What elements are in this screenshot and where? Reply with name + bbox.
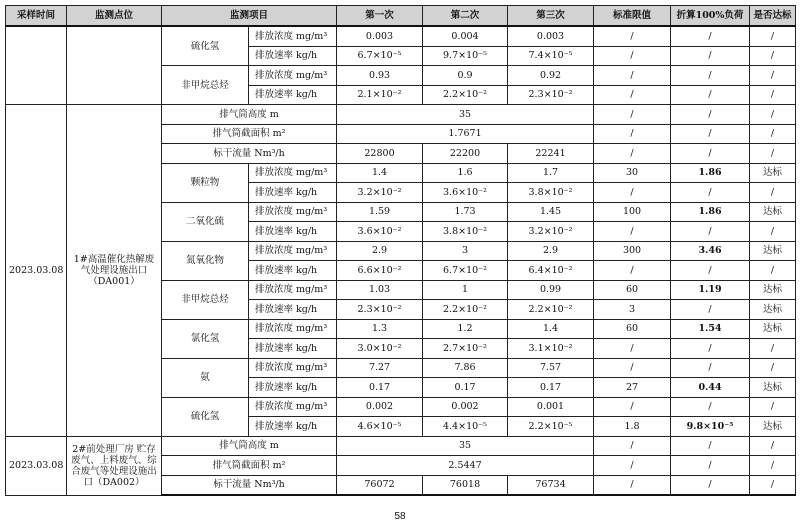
value-cell: 0.99 — [508, 280, 594, 300]
compliance-cell: / — [750, 222, 796, 242]
compliance-cell: / — [750, 397, 796, 417]
limit-cell: / — [594, 183, 671, 203]
converted-cell: / — [671, 46, 750, 66]
pollutant-cell: 非甲烷总烃 — [162, 66, 249, 105]
limit-cell: / — [594, 397, 671, 417]
pollutant-cell: 氯化氢 — [162, 319, 249, 358]
item-cell: 排放浓度 mg/m³ — [249, 202, 337, 222]
converted-cell: / — [671, 456, 750, 476]
value-cell: 3.2×10⁻² — [337, 183, 423, 203]
limit-cell: / — [594, 339, 671, 359]
table-row — [6, 26, 796, 46]
value-cell: 9.7×10⁻⁵ — [423, 46, 508, 66]
value-cell: 3.8×10⁻² — [423, 222, 508, 242]
header-compliance: 是否达标 — [750, 6, 796, 27]
item-cell: 排放速率 kg/h — [249, 378, 337, 398]
item-cell: 排放速率 kg/h — [249, 417, 337, 437]
converted-cell: / — [671, 222, 750, 242]
value-cell: 7.4×10⁻⁵ — [508, 46, 594, 66]
pollutant-cell: 非甲烷总烃 — [162, 280, 249, 319]
value-cell: 2.9 — [508, 241, 594, 261]
compliance-cell: 达标 — [750, 280, 796, 300]
pollutant-cell: 二氧化硫 — [162, 202, 249, 241]
limit-cell: / — [594, 66, 671, 86]
compliance-cell: / — [750, 144, 796, 164]
table-header — [6, 6, 796, 27]
stack-height-label: 排气筒高度 m — [162, 436, 337, 456]
header-first: 第一次 — [337, 6, 423, 27]
value-cell: 22241 — [508, 144, 594, 164]
header-row — [6, 6, 796, 27]
converted-cell: 1.86 — [671, 163, 750, 183]
table-row — [6, 105, 796, 125]
flow-label: 标干流量 Nm³/h — [162, 475, 337, 495]
value-cell: 1.45 — [508, 202, 594, 222]
limit-cell: 27 — [594, 378, 671, 398]
stack-area-value: 1.7671 — [337, 124, 594, 144]
value-cell: 0.93 — [337, 66, 423, 86]
limit-cell: 60 — [594, 280, 671, 300]
compliance-cell: / — [750, 66, 796, 86]
value-cell: 2.2×10⁻⁵ — [508, 417, 594, 437]
converted-cell: 9.8×10⁻⁵ — [671, 417, 750, 437]
value-cell: 1.2 — [423, 319, 508, 339]
monitoring-site-cell: 1#高温催化热解废气处理设施出口（DA001） — [67, 105, 162, 437]
value-cell: 4.4×10⁻⁵ — [423, 417, 508, 437]
value-cell: 76072 — [337, 475, 423, 495]
converted-cell: / — [671, 300, 750, 320]
item-cell: 排放速率 kg/h — [249, 222, 337, 242]
converted-cell: / — [671, 436, 750, 456]
value-cell: 0.003 — [508, 26, 594, 46]
compliance-cell: / — [750, 358, 796, 378]
limit-cell: 100 — [594, 202, 671, 222]
header-standard-limit: 标准限值 — [594, 6, 671, 27]
limit-cell: 60 — [594, 319, 671, 339]
value-cell: 0.002 — [337, 397, 423, 417]
item-cell: 排放浓度 mg/m³ — [249, 26, 337, 46]
compliance-cell: / — [750, 475, 796, 495]
value-cell: 22800 — [337, 144, 423, 164]
converted-cell: / — [671, 183, 750, 203]
compliance-cell: / — [750, 183, 796, 203]
stack-area-value: 2.5447 — [337, 456, 594, 476]
value-cell: 7.57 — [508, 358, 594, 378]
compliance-cell: 达标 — [750, 163, 796, 183]
limit-cell: / — [594, 124, 671, 144]
value-cell: 1.59 — [337, 202, 423, 222]
converted-cell: / — [671, 261, 750, 281]
item-cell: 排放浓度 mg/m³ — [249, 66, 337, 86]
limit-cell: / — [594, 46, 671, 66]
limit-cell: / — [594, 436, 671, 456]
converted-cell: / — [671, 26, 750, 46]
compliance-cell: / — [750, 261, 796, 281]
limit-cell: / — [594, 26, 671, 46]
value-cell: 76734 — [508, 475, 594, 495]
value-cell: 3.1×10⁻² — [508, 339, 594, 359]
compliance-cell: / — [750, 85, 796, 105]
value-cell: 3.6×10⁻² — [337, 222, 423, 242]
table-row — [6, 436, 796, 456]
converted-cell: 3.46 — [671, 241, 750, 261]
item-cell: 排放浓度 mg/m³ — [249, 319, 337, 339]
item-cell: 排放浓度 mg/m³ — [249, 280, 337, 300]
sampling-time-cell: 2023.03.08 — [6, 105, 67, 437]
item-cell: 排放速率 kg/h — [249, 183, 337, 203]
pollutant-cell: 氨 — [162, 358, 249, 397]
value-cell: 6.6×10⁻² — [337, 261, 423, 281]
value-cell: 0.004 — [423, 26, 508, 46]
compliance-cell: / — [750, 124, 796, 144]
value-cell: 2.9 — [337, 241, 423, 261]
item-cell: 排放速率 kg/h — [249, 261, 337, 281]
compliance-cell: 达标 — [750, 300, 796, 320]
sampling-time-cell — [6, 26, 67, 105]
converted-cell: / — [671, 66, 750, 86]
limit-cell: 1.8 — [594, 417, 671, 437]
value-cell: 7.27 — [337, 358, 423, 378]
value-cell: 2.2×10⁻² — [508, 300, 594, 320]
value-cell: 2.2×10⁻² — [423, 85, 508, 105]
value-cell: 1.7 — [508, 163, 594, 183]
value-cell: 4.6×10⁻⁵ — [337, 417, 423, 437]
value-cell: 2.1×10⁻² — [337, 85, 423, 105]
stack-area-label: 排气筒截面积 m² — [162, 124, 337, 144]
value-cell: 6.7×10⁻⁵ — [337, 46, 423, 66]
converted-cell: / — [671, 124, 750, 144]
value-cell: 76018 — [423, 475, 508, 495]
stack-height-value: 35 — [337, 436, 594, 456]
value-cell: 0.17 — [337, 378, 423, 398]
converted-cell: / — [671, 144, 750, 164]
value-cell: 6.4×10⁻² — [508, 261, 594, 281]
stack-height-label: 排气筒高度 m — [162, 105, 337, 125]
converted-cell: / — [671, 105, 750, 125]
converted-cell: 1.54 — [671, 319, 750, 339]
flow-label: 标干流量 Nm³/h — [162, 144, 337, 164]
item-cell: 排放速率 kg/h — [249, 46, 337, 66]
limit-cell: / — [594, 222, 671, 242]
pollutant-cell: 硫化氢 — [162, 397, 249, 436]
value-cell: 1.4 — [337, 163, 423, 183]
value-cell: 3.0×10⁻² — [337, 339, 423, 359]
pollutant-cell: 氮氧化物 — [162, 241, 249, 280]
value-cell: 6.7×10⁻² — [423, 261, 508, 281]
value-cell: 2.3×10⁻² — [337, 300, 423, 320]
converted-cell: / — [671, 339, 750, 359]
compliance-cell: 达标 — [750, 319, 796, 339]
sampling-time-cell: 2023.03.08 — [6, 436, 67, 495]
value-cell: 22200 — [423, 144, 508, 164]
item-cell: 排放浓度 mg/m³ — [249, 241, 337, 261]
converted-cell: 1.19 — [671, 280, 750, 300]
item-cell: 排放浓度 mg/m³ — [249, 163, 337, 183]
header-monitoring-item: 监测项目 — [162, 6, 337, 27]
item-cell: 排放速率 kg/h — [249, 85, 337, 105]
value-cell: 0.002 — [423, 397, 508, 417]
header-monitoring-site: 监测点位 — [67, 6, 162, 27]
stack-area-label: 排气筒截面积 m² — [162, 456, 337, 476]
value-cell: 0.17 — [508, 378, 594, 398]
header-converted-full-load: 折算100%负荷 — [671, 6, 750, 27]
value-cell: 1 — [423, 280, 508, 300]
value-cell: 0.003 — [337, 26, 423, 46]
value-cell: 3 — [423, 241, 508, 261]
item-cell: 排放浓度 mg/m³ — [249, 358, 337, 378]
compliance-cell: 达标 — [750, 417, 796, 437]
value-cell: 1.73 — [423, 202, 508, 222]
table-body — [6, 26, 796, 495]
value-cell: 7.86 — [423, 358, 508, 378]
value-cell: 0.001 — [508, 397, 594, 417]
monitoring-results-table — [5, 5, 796, 496]
limit-cell: / — [594, 475, 671, 495]
item-cell: 排放速率 kg/h — [249, 339, 337, 359]
value-cell: 1.3 — [337, 319, 423, 339]
header-sampling-time: 采样时间 — [6, 6, 67, 27]
value-cell: 0.17 — [423, 378, 508, 398]
value-cell: 2.7×10⁻² — [423, 339, 508, 359]
compliance-cell: / — [750, 26, 796, 46]
converted-cell: 1.86 — [671, 202, 750, 222]
header-second: 第二次 — [423, 6, 508, 27]
limit-cell: 30 — [594, 163, 671, 183]
value-cell: 1.4 — [508, 319, 594, 339]
item-cell: 排放浓度 mg/m³ — [249, 397, 337, 417]
value-cell: 3.2×10⁻² — [508, 222, 594, 242]
item-cell: 排放速率 kg/h — [249, 300, 337, 320]
page-number: 58 — [394, 511, 406, 522]
value-cell: 3.6×10⁻² — [423, 183, 508, 203]
limit-cell: / — [594, 105, 671, 125]
limit-cell: / — [594, 261, 671, 281]
converted-cell: / — [671, 85, 750, 105]
limit-cell: / — [594, 144, 671, 164]
pollutant-cell: 硫化氢 — [162, 26, 249, 66]
converted-cell: / — [671, 397, 750, 417]
monitoring-site-cell: 2#前处理厂房 贮存废气、上料废气、综合废气等处理设施出口（DA002） — [67, 436, 162, 495]
value-cell: 0.9 — [423, 66, 508, 86]
value-cell: 0.92 — [508, 66, 594, 86]
header-third: 第三次 — [508, 6, 594, 27]
value-cell: 2.3×10⁻² — [508, 85, 594, 105]
converted-cell: / — [671, 475, 750, 495]
value-cell: 1.03 — [337, 280, 423, 300]
compliance-cell: / — [750, 46, 796, 66]
converted-cell: 0.44 — [671, 378, 750, 398]
compliance-cell: 达标 — [750, 241, 796, 261]
limit-cell: / — [594, 358, 671, 378]
stack-height-value: 35 — [337, 105, 594, 125]
value-cell: 3.8×10⁻² — [508, 183, 594, 203]
converted-cell: / — [671, 358, 750, 378]
limit-cell: / — [594, 456, 671, 476]
compliance-cell: / — [750, 436, 796, 456]
monitoring-site-cell — [67, 26, 162, 105]
value-cell: 2.2×10⁻² — [423, 300, 508, 320]
compliance-cell: 达标 — [750, 378, 796, 398]
limit-cell: 3 — [594, 300, 671, 320]
pollutant-cell: 颗粒物 — [162, 163, 249, 202]
limit-cell: / — [594, 85, 671, 105]
value-cell: 1.6 — [423, 163, 508, 183]
limit-cell: 300 — [594, 241, 671, 261]
compliance-cell: / — [750, 456, 796, 476]
compliance-cell: / — [750, 105, 796, 125]
compliance-cell: / — [750, 339, 796, 359]
compliance-cell: 达标 — [750, 202, 796, 222]
